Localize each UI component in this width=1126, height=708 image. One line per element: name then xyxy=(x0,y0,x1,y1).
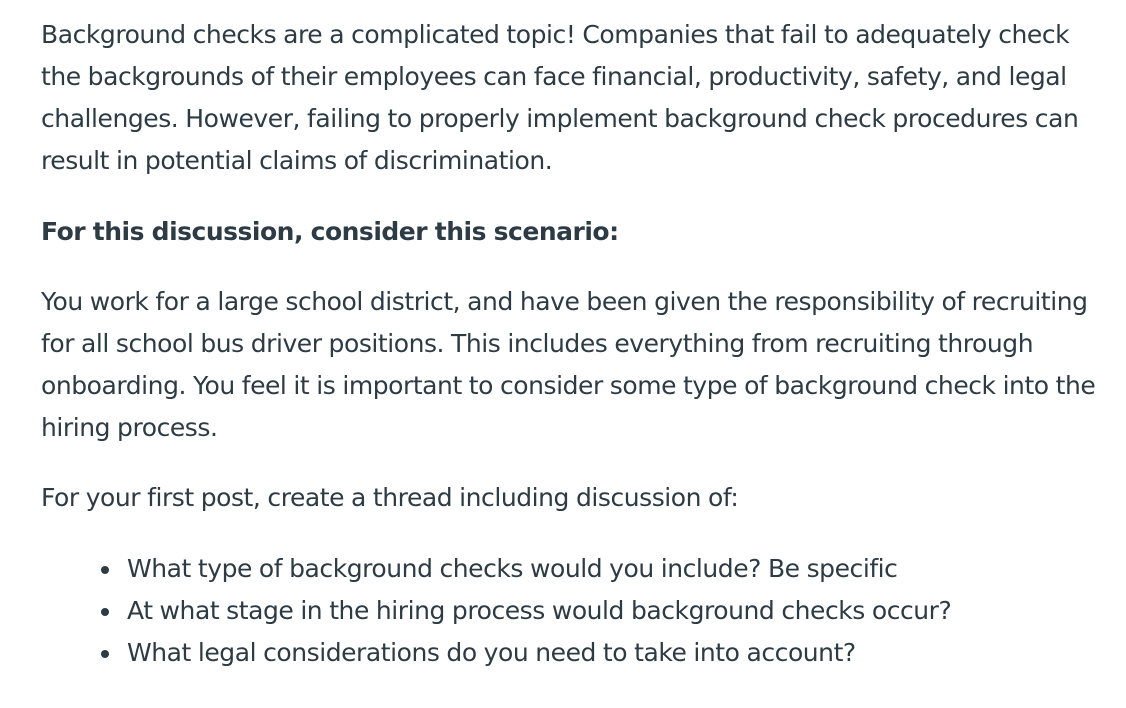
discussion-prompt-content xyxy=(41,14,1101,674)
list-item xyxy=(127,590,1101,632)
list-item xyxy=(127,632,1101,674)
discussion-questions-list xyxy=(41,548,1101,674)
bullet-icon xyxy=(101,566,109,574)
bullet-icon xyxy=(101,650,109,658)
scenario-paragraph: You work for a large school district, and have been given the responsibility of recruiting for all school bus driver positions. This includes everything from recruiting through onboarding. You feel it is important to consider some type of background check into the hiring process. xyxy=(41,287,1096,442)
question-text: What type of background checks would you include? Be specific xyxy=(127,554,898,583)
question-text: At what stage in the hiring process would background checks occur? xyxy=(127,596,952,625)
list-item xyxy=(127,548,1101,590)
first-post-instructions: For your first post, create a thread including discussion of: xyxy=(41,483,739,512)
scenario-heading: For this discussion, consider this scenario: xyxy=(41,217,619,246)
intro-paragraph: Background checks are a complicated topic! Companies that fail to adequately check the backgrounds of their employees can face financial, productivity, safety, and legal challenges. However, failing to properly implement background check procedures can result in potential claims of discrimination. xyxy=(41,20,1079,175)
question-text: What legal considerations do you need to take into account? xyxy=(127,638,856,667)
bullet-icon xyxy=(101,608,109,616)
